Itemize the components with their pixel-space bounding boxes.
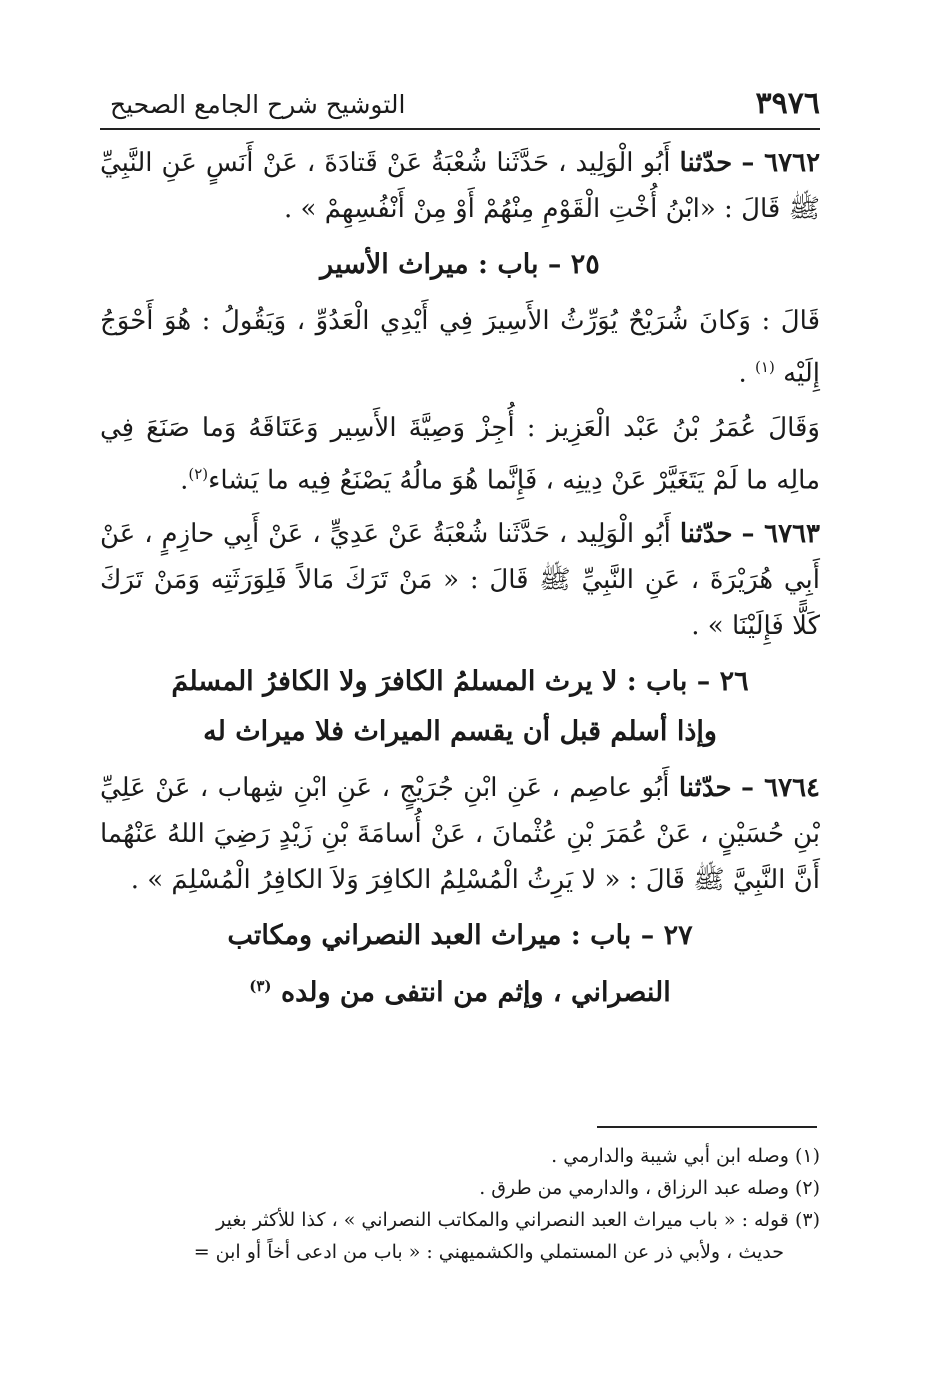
footnote-1 xyxy=(100,1140,820,1172)
hadith-text: أَبُو الْوَلِيد ، حَدَّثَنا شُعْبَةُ عَنْ قَتادَةَ ، عَنْ أَنَسٍ عَنِ النَّبِيِّ ﷺ قَالَ : «ابْنُ أُخْتِ الْقَوْمِ مِنْهُمْ أَوْ مِنْ أَنْفُسِهِمْ » . xyxy=(100,148,820,224)
paragraph-text: قَالَ : وَكانَ شُرَيْحٌ يُوَرِّثُ الأَسِيرَ فِي أَيْدِي الْعَدُوِّ ، وَيَقُولُ : هُوَ أَحْوَجُ إِلَيْه xyxy=(100,306,820,389)
bab-27-line1: ٢٧ – باب : ميراث العبد النصراني ومكاتب xyxy=(227,920,693,952)
hadith-number: ٦٧٦٤ – xyxy=(740,773,821,804)
footnote-text: قوله : « باب ميراث العبد النصراني والمكاتب النصراني » ، كذا للأكثر بغير xyxy=(216,1209,789,1231)
footnote-text: وصله عبد الرزاق ، والدارمي من طرق . xyxy=(479,1177,789,1199)
footnote-text: وصله ابن أبي شيبة والدارمي . xyxy=(551,1145,789,1167)
paragraph-text: وَقَالَ عُمَرُ بْنُ عَبْد الْعَزِيز : أُجِزْ وَصِيَّةَ الأَسِير وَعَتَاقَهُ وَما صَنَعَ فِي مالِه ما لَمْ يَتَغَيَّرْ عَنْ دِينِه ، فَإِنَّما هُوَ مالُهُ يَصْنَعُ فِيه ما يَشاء xyxy=(100,412,820,496)
hadith-lead: حدّثنا xyxy=(679,519,733,550)
footnote-3 xyxy=(100,1204,820,1268)
footnote-marker: (٣) xyxy=(794,1209,820,1231)
bab-27-line2-text: النصراني ، وإثم من انتفى من ولده xyxy=(280,977,671,1009)
footnote-ref: (٢) xyxy=(188,464,209,483)
hadith-6762 xyxy=(100,140,820,232)
footnote-ref: (٣) xyxy=(249,977,272,996)
hadith-lead: حدّثنا xyxy=(678,773,732,804)
hadith-number: ٦٧٦٢ – xyxy=(741,148,821,178)
footnote-continuation: حديث ، ولأبي ذر عن المستملي والكشميهني : « باب من ادعى أخاً أو ابن = xyxy=(193,1241,784,1263)
bab-26-line1: ٢٦ – باب : لا يرث المسلمُ الكافرَ ولا الكافرُ المسلمَ xyxy=(171,666,749,698)
footnote-ref: (١) xyxy=(755,358,775,376)
footnotes xyxy=(100,1140,820,1268)
hadith-6764 xyxy=(100,765,820,903)
bab-26-heading xyxy=(100,657,820,757)
bab-25-heading: ٢٥ – باب : ميراث الأسير xyxy=(320,249,600,280)
paragraph-end: . xyxy=(738,358,756,389)
hadith-text: أَبُو عاصِم ، عَنِ ابْنِ جُرَيْجٍ ، عَنِ ابْنِ شِهاب ، عَنْ عَلِيِّ بْنِ حُسَيْنٍ ، عَنْ عُمَرَ بْنِ عُثْمانَ ، عَنْ أُسامَةَ بْنِ زَيْدٍ رَضِيَ اللهُ عَنْهُما أَنَّ النَّبِيَّ ﷺ قَالَ : « لا يَرِثُ الْمُسْلِمُ الكافِرَ وَلاَ الكافِرُ الْمُسْلِمَ » . xyxy=(100,773,820,896)
running-title: التوشيح شرح الجامع الصحيح xyxy=(110,90,406,119)
page-header xyxy=(100,84,820,130)
paragraph-end: . xyxy=(180,465,189,496)
page-number: ٣٩٧٦ xyxy=(755,86,820,121)
footnote-marker: (١) xyxy=(794,1145,820,1167)
bab-27-line2 xyxy=(100,961,820,1018)
hadith-text: أَبُو الْوَلِيد ، حَدَّثَنا شُعْبَةُ عَنْ عَدِيٍّ ، عَنْ أَبِي حازِمٍ ، عَنْ أَبِي هُرَيْرَةَ ، عَنِ النَّبِيِّ ﷺ قَالَ : « مَنْ تَرَكَ مَالاً فَلِوَرَثَتِه وَمَنْ تَرَكَ كَلًّا فَإِلَيْنَا » . xyxy=(100,519,820,642)
footnote-marker: (٢) xyxy=(794,1177,820,1199)
bab-26-line2: وإذا أسلم قبل أن يقسم الميراث فلا ميراث له xyxy=(203,716,717,748)
footnote-2 xyxy=(100,1172,820,1204)
page-body xyxy=(100,140,820,1026)
hadith-6763 xyxy=(100,511,820,649)
hadith-lead: حدّثنا xyxy=(679,148,733,178)
hadith-number: ٦٧٦٣ – xyxy=(741,519,820,550)
shurayh-paragraph xyxy=(100,298,820,397)
umar-paragraph xyxy=(100,405,820,504)
bab-27-heading xyxy=(100,911,820,1018)
footnote-separator xyxy=(597,1126,817,1128)
